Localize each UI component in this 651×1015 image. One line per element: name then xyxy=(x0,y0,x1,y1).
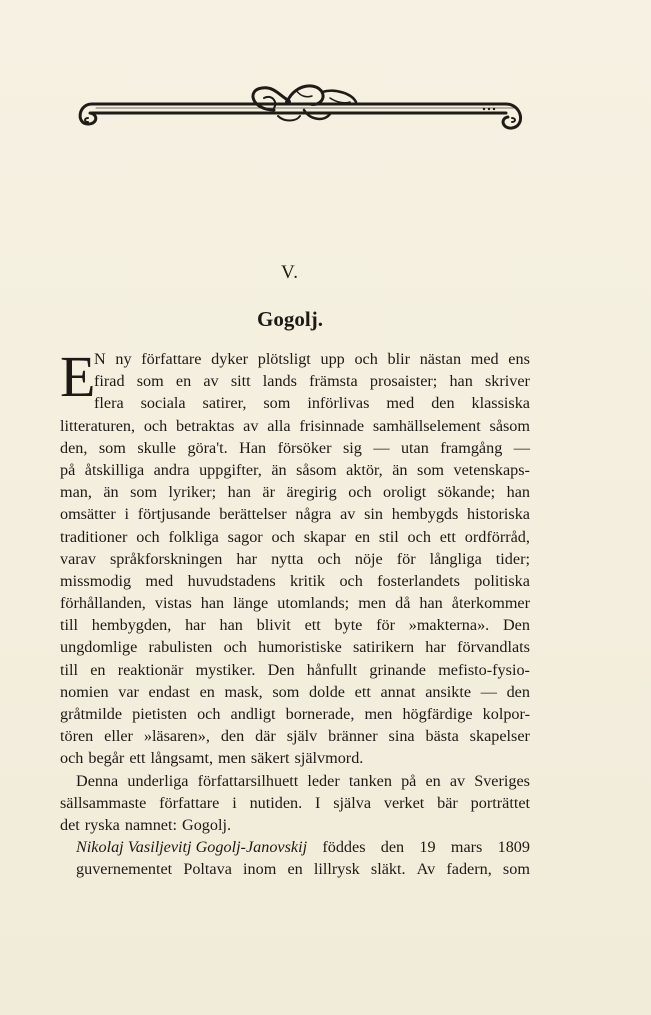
text-line: och begår ett långsamt, men säkert självmord. xyxy=(60,749,364,768)
text-line: omsätter i förtjusande berättelser några av sin hembygds historiska xyxy=(60,505,530,524)
text-line: till hembygden, har han blivit ett byte för »makterna». Den xyxy=(60,616,530,635)
text-line: till en reaktionär mystiker. Den hånfullt grinande mefisto-fysio- xyxy=(60,660,530,679)
text-line: på åtskilliga andra uppgifter, än såsom aktör, än som vetenskaps- xyxy=(60,460,530,479)
text-line: N ny författare dyker plötsligt upp och blir nästan med ens xyxy=(94,350,530,368)
chapter-title: Gogolj. xyxy=(257,307,323,331)
drop-cap: E xyxy=(60,344,96,409)
text-line: nomien var endast en mask, som dolde ett annat ansikte — den xyxy=(60,682,530,701)
text-line: tören eller »läsaren», den där själv bränner sina bästa skapelser xyxy=(60,727,530,746)
text-line: guvernementet Poltava inom en lillrysk släkt. Av fadern, som xyxy=(76,860,530,879)
text-line: traditioner och folkliga sagor och skapar en stil och ett ordförråd, xyxy=(60,527,530,546)
text-line: förhållanden, vistas han länge utomlands; men då han återkommer xyxy=(60,594,530,613)
decorative-headpiece-ornament xyxy=(74,80,526,136)
text-line: missmodig med huvudstadens kritik och fosterlandets politiska xyxy=(60,571,530,590)
text-line: Nikolaj Vasiljevitj Gogolj-Janovskij föddes den 19 mars 1809 xyxy=(60,836,530,858)
chapter-text xyxy=(60,344,530,881)
text-line: gråtmilde pietisten och andligt bornerade, men högfärdige kolpor- xyxy=(60,705,530,723)
chapter-number: V. xyxy=(280,262,300,283)
text-line: den, som skulle göra't. Han försöker sig — utan framgång — xyxy=(60,438,530,457)
text-line: det ryska namnet: Gogolj. xyxy=(60,815,232,834)
text-line: varav språkforskningen har nytta och nöje för långliga tider; xyxy=(60,549,530,568)
text-line: sällsammaste författare i nutiden. I själva verket bär porträttet xyxy=(60,793,530,812)
text-line: Denna underliga författarsilhuett leder tanken på en av Sveriges xyxy=(76,771,530,790)
text-line: flera sociala satirer, som införlivas med den klassiska xyxy=(94,394,530,413)
text-line: firad som en av sitt lands främsta prosaister; han skriver xyxy=(94,372,530,391)
text-line: ungdomlige rabulisten och humoristiske satirikern har förvandlats xyxy=(60,638,530,657)
author-full-name: Nikolaj Vasiljevitj Gogolj-Janovskij xyxy=(76,838,308,857)
text-line: man, än som lyriker; han är äregirig och oroligt sökande; han xyxy=(60,483,530,502)
text-line: litteraturen, och betraktas av alla frisinnade samhällselement såsom xyxy=(60,416,530,435)
